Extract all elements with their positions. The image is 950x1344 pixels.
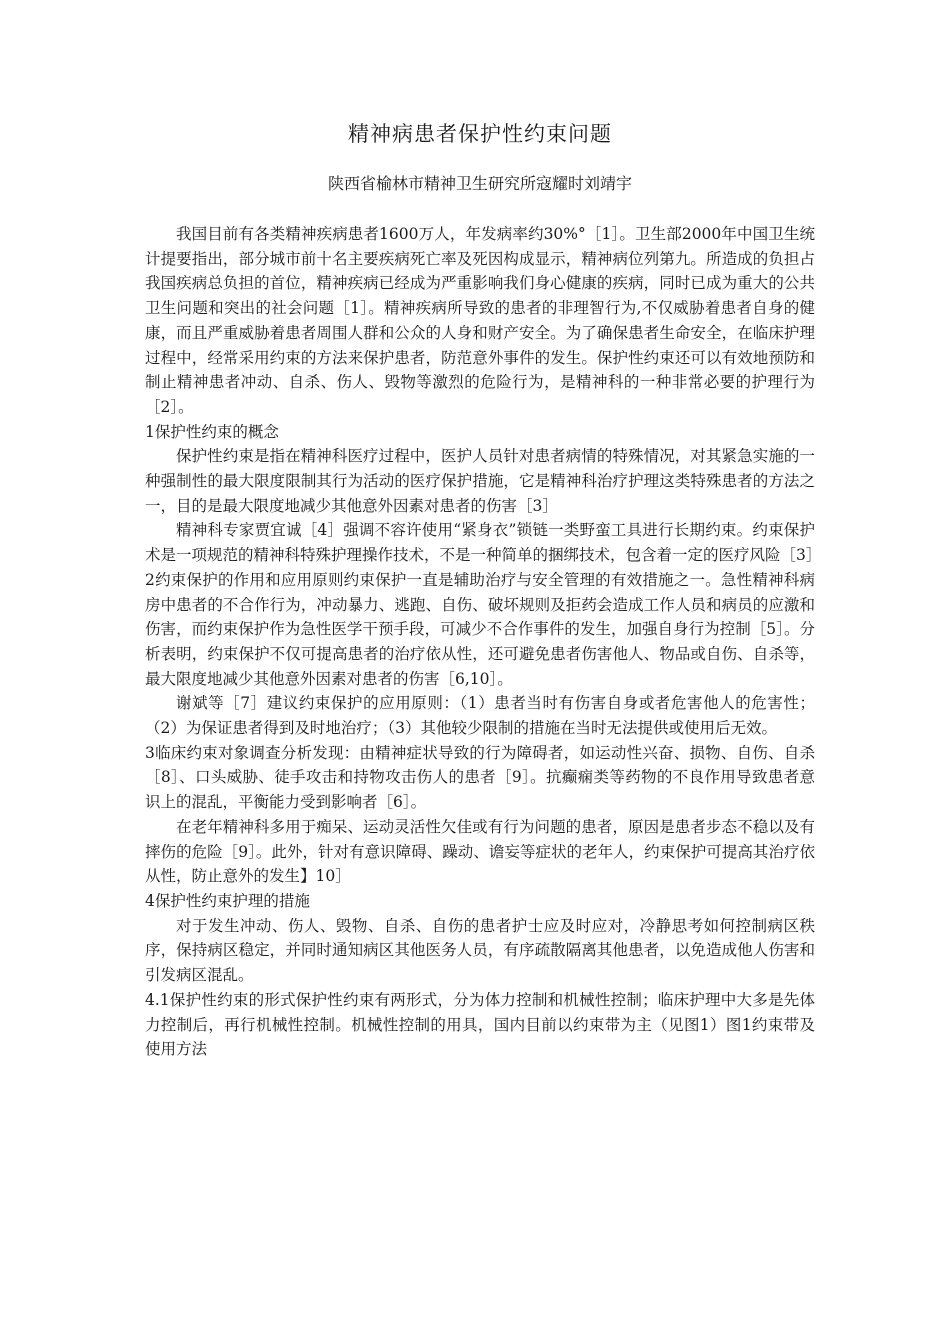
document-page <box>145 118 822 1062</box>
section-4-1: 4.1保护性约束的形式保护性约束有两形式，分为体力控制和机械性控制；临床护理中大多是先体力控制后，再行机械性控制。机械性控制的用具，国内目前以约束带为主（见图1）图1约束带及使用方法 <box>145 990 815 1059</box>
section-3: 3临床约束对象调查分析发现：由精神症状导致的行为障碍者，如运动性兴奋、损物、自伤、自杀［8］、口头威胁、徒手攻击和持物攻击伤人的患者［9］。抗癫痫类等药物的不良作用导致患者意识上的混乱，平衡能力受到影响者［6］。 <box>145 743 815 812</box>
document-title: 精神病患者保护性约束问题 <box>348 122 612 146</box>
paragraph-3a: 在老年精神科多用于痴呆、运动灵活性欠佳或有行为问题的患者，原因是患者步态不稳以及有摔伤的危险［9］。此外，针对有意识障碍、躁动、谵妄等症状的老年人，约束保护可提高其治疗依从性，防止意外的发生】10］ <box>145 817 815 886</box>
section-heading-1: 1保护性约束的概念 <box>145 422 279 441</box>
paragraph-4a: 对于发生冲动、伤人、毁物、自杀、自伤的患者护士应及时应对，冷静思考如何控制病区秩序，保持病区稳定，并同时通知病区其他医务人员，有序疏散隔离其他患者，以免造成他人伤害和引发病区混乱。 <box>145 916 815 985</box>
document-body <box>145 222 822 1062</box>
section-heading-4: 4保护性约束护理的措施 <box>145 891 310 910</box>
paragraph-1b: 精神科专家贾宜诚［4］强调不容许使用“紧身衣”锁链一类野蛮工具进行长期约束。约束保护术是一项规范的精神科特殊护理操作技术，不是一种简单的捆绑技术，包含着一定的医疗风险［3］ <box>145 521 822 565</box>
document-author: 陕西省榆林市精神卫生研究所寇耀时刘靖宇 <box>327 174 632 193</box>
section-2: 2约束保护的作用和应用原则约束保护一直是辅助治疗与安全管理的有效措施之一。急性精神科病房中患者的不合作行为，冲动暴力、逃跑、自伤、破坏规则及拒药会造成工作人员和病员的应激和伤害，而约束保护作为急性医学干预手段，可减少不合作事件的发生，加强自身行为控制［5］。分析表明，约束保护不仅可提高患者的治疗依从性，还可避免患者伤害他人、物品或自伤、自杀等，最大限度地减少其他意外因素对患者的伤害［6,10］。 <box>145 570 815 688</box>
paragraph-1a: 保护性约束是指在精神科医疗过程中，医护人员针对患者病情的特殊情况，对其紧急实施的一种强制性的最大限度限制其行为活动的医疗保护措施，它是精神科治疗护理这类特殊患者的方法之一，目的是最大限度地减少其他意外因素对患者的伤害［3］ <box>145 447 815 515</box>
paragraph-2a: 谢斌等［7］建议约束保护的应用原则：（1）患者当时有伤害自身或者危害他人的危害性；（2）为保证患者得到及时地治疗；（3）其他较少限制的措施在当时无法提供或使用后无效。 <box>145 694 815 738</box>
paragraph-intro: 我国目前有各类精神疾病患者1600万人，年发病率约30%°［1］。卫生部2000年中国卫生统计提要指出，部分城市前十名主要疾病死亡率及死因构成显示，精神病位列第九。所造成的负担占我国疾病总负担的首位，精神疾病已经成为严重影响我们身心健康的疾病，同时已成为重大的公共卫生问题和突出的社会问题［1］。精神疾病所导致的患者的非理智行为,不仅威胁着患者自身的健康，而且严重威胁着患者周围人群和公众的人身和财产安全。为了确保患者生命安全，在临床护理过程中，经常采用约束的方法来保护患者，防范意外事件的发生。保护性约束还可以有效地预防和制止精神患者冲动、自杀、伤人、毁物等激烈的危险行为，是精神科的一种非常必要的护理行为［2］。 <box>145 225 815 416</box>
